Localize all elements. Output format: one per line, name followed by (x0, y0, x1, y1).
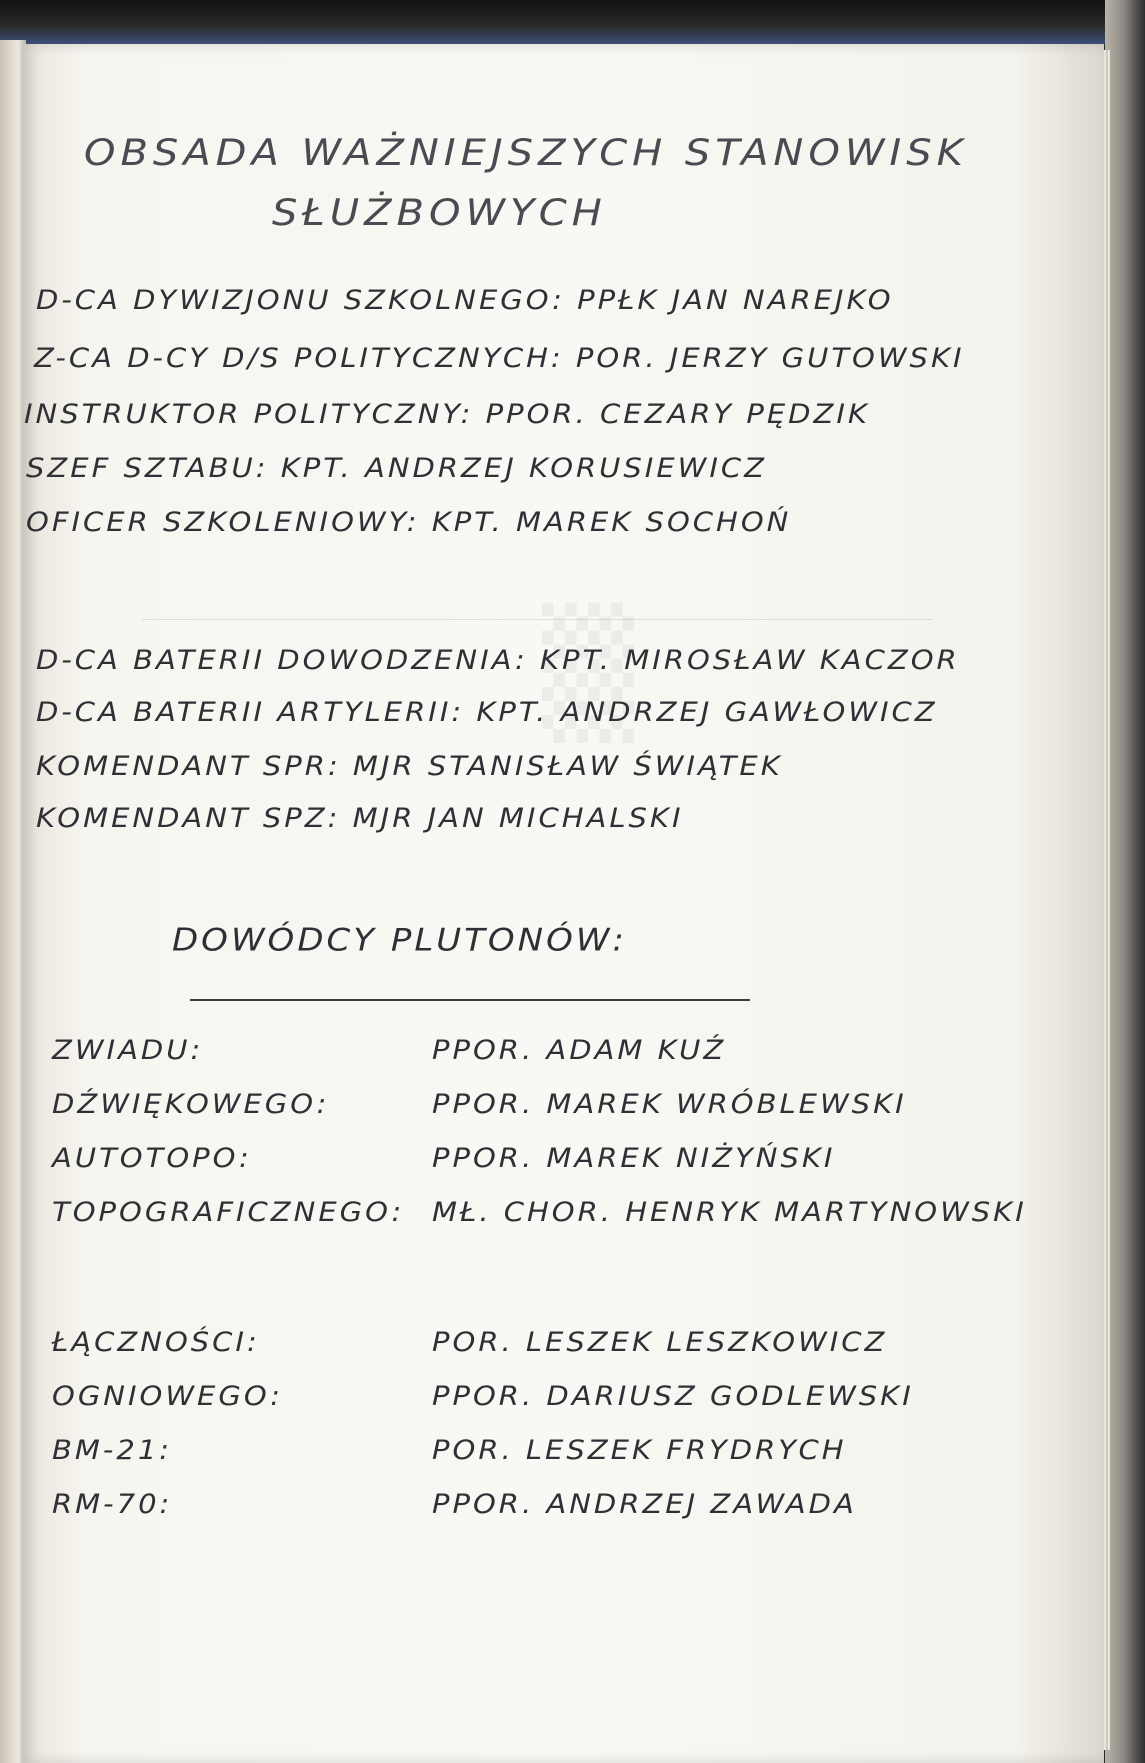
platoon-commander: POR. LESZEK LESZKOWICZ (432, 1326, 888, 1358)
platoon-unit: ŁĄCZNOŚCI: (52, 1326, 260, 1358)
staff-line: OFICER SZKOLENIOWY: KPT. MAREK SOCHOŃ (26, 506, 792, 538)
book-spine-edge (1105, 0, 1145, 1763)
battery-line: D-CA BATERII DOWODZENIA: KPT. MIROSŁAW KACZOR (36, 644, 960, 676)
platoon-commander: PPOR. ADAM KUŹ (432, 1034, 727, 1066)
platoon-unit: OGNIOWEGO: (52, 1380, 283, 1412)
platoon-commander: PPOR. MAREK NIŻYŃSKI (432, 1142, 836, 1174)
staff-line: D-CA DYWIZJONU SZKOLNEGO: PPŁK JAN NAREJKO (36, 284, 894, 316)
page-title-line-1: OBSADA WAŻNIEJSZYCH STANOWISK (84, 132, 968, 175)
staff-line: INSTRUKTOR POLITYCZNY: PPOR. CEZARY PĘDZIK (24, 398, 870, 430)
book-cover-edge (0, 0, 1145, 44)
platoon-commander: POR. LESZEK FRYDRYCH (432, 1434, 847, 1466)
platoon-unit: DŹWIĘKOWEGO: (52, 1088, 330, 1120)
platoon-unit: BM-21: (52, 1434, 173, 1466)
platoon-unit: RM-70: (52, 1488, 173, 1520)
platoon-commander: PPOR. ANDRZEJ ZAWADA (432, 1488, 857, 1520)
battery-line: KOMENDANT SPZ: MJR JAN MICHALSKI (36, 802, 684, 834)
staff-line: SZEF SZTABU: KPT. ANDRZEJ KORUSIEWICZ (26, 452, 768, 484)
platoon-commander: PPOR. DARIUSZ GODLEWSKI (432, 1380, 914, 1412)
page-title-line-2: SŁUŻBOWYCH (272, 192, 607, 235)
battery-line: KOMENDANT SPR: MJR STANISŁAW ŚWIĄTEK (36, 750, 783, 782)
bleed-through-texture: ▒ (542, 604, 635, 743)
staff-line: Z-CA D-CY D/S POLITYCZNYCH: POR. JERZY GUTOWSKI (34, 342, 965, 374)
battery-line: D-CA BATERII ARTYLERII: KPT. ANDRZEJ GAWŁOWICZ (36, 696, 938, 728)
notebook-page (22, 44, 1104, 1763)
faint-divider (142, 619, 932, 620)
platoon-unit: AUTOTOPO: (52, 1142, 252, 1174)
platoon-unit: ZWIADU: (52, 1034, 204, 1066)
heading-underline (190, 999, 750, 1001)
platoon-commander: MŁ. CHOR. HENRYK MARTYNOWSKI (432, 1196, 1027, 1228)
platoon-commander: PPOR. MAREK WRÓBLEWSKI (432, 1088, 907, 1120)
platoons-heading: DOWÓDCY PLUTONÓW: (172, 922, 627, 959)
platoon-unit: TOPOGRAFICZNEGO: (52, 1196, 405, 1228)
